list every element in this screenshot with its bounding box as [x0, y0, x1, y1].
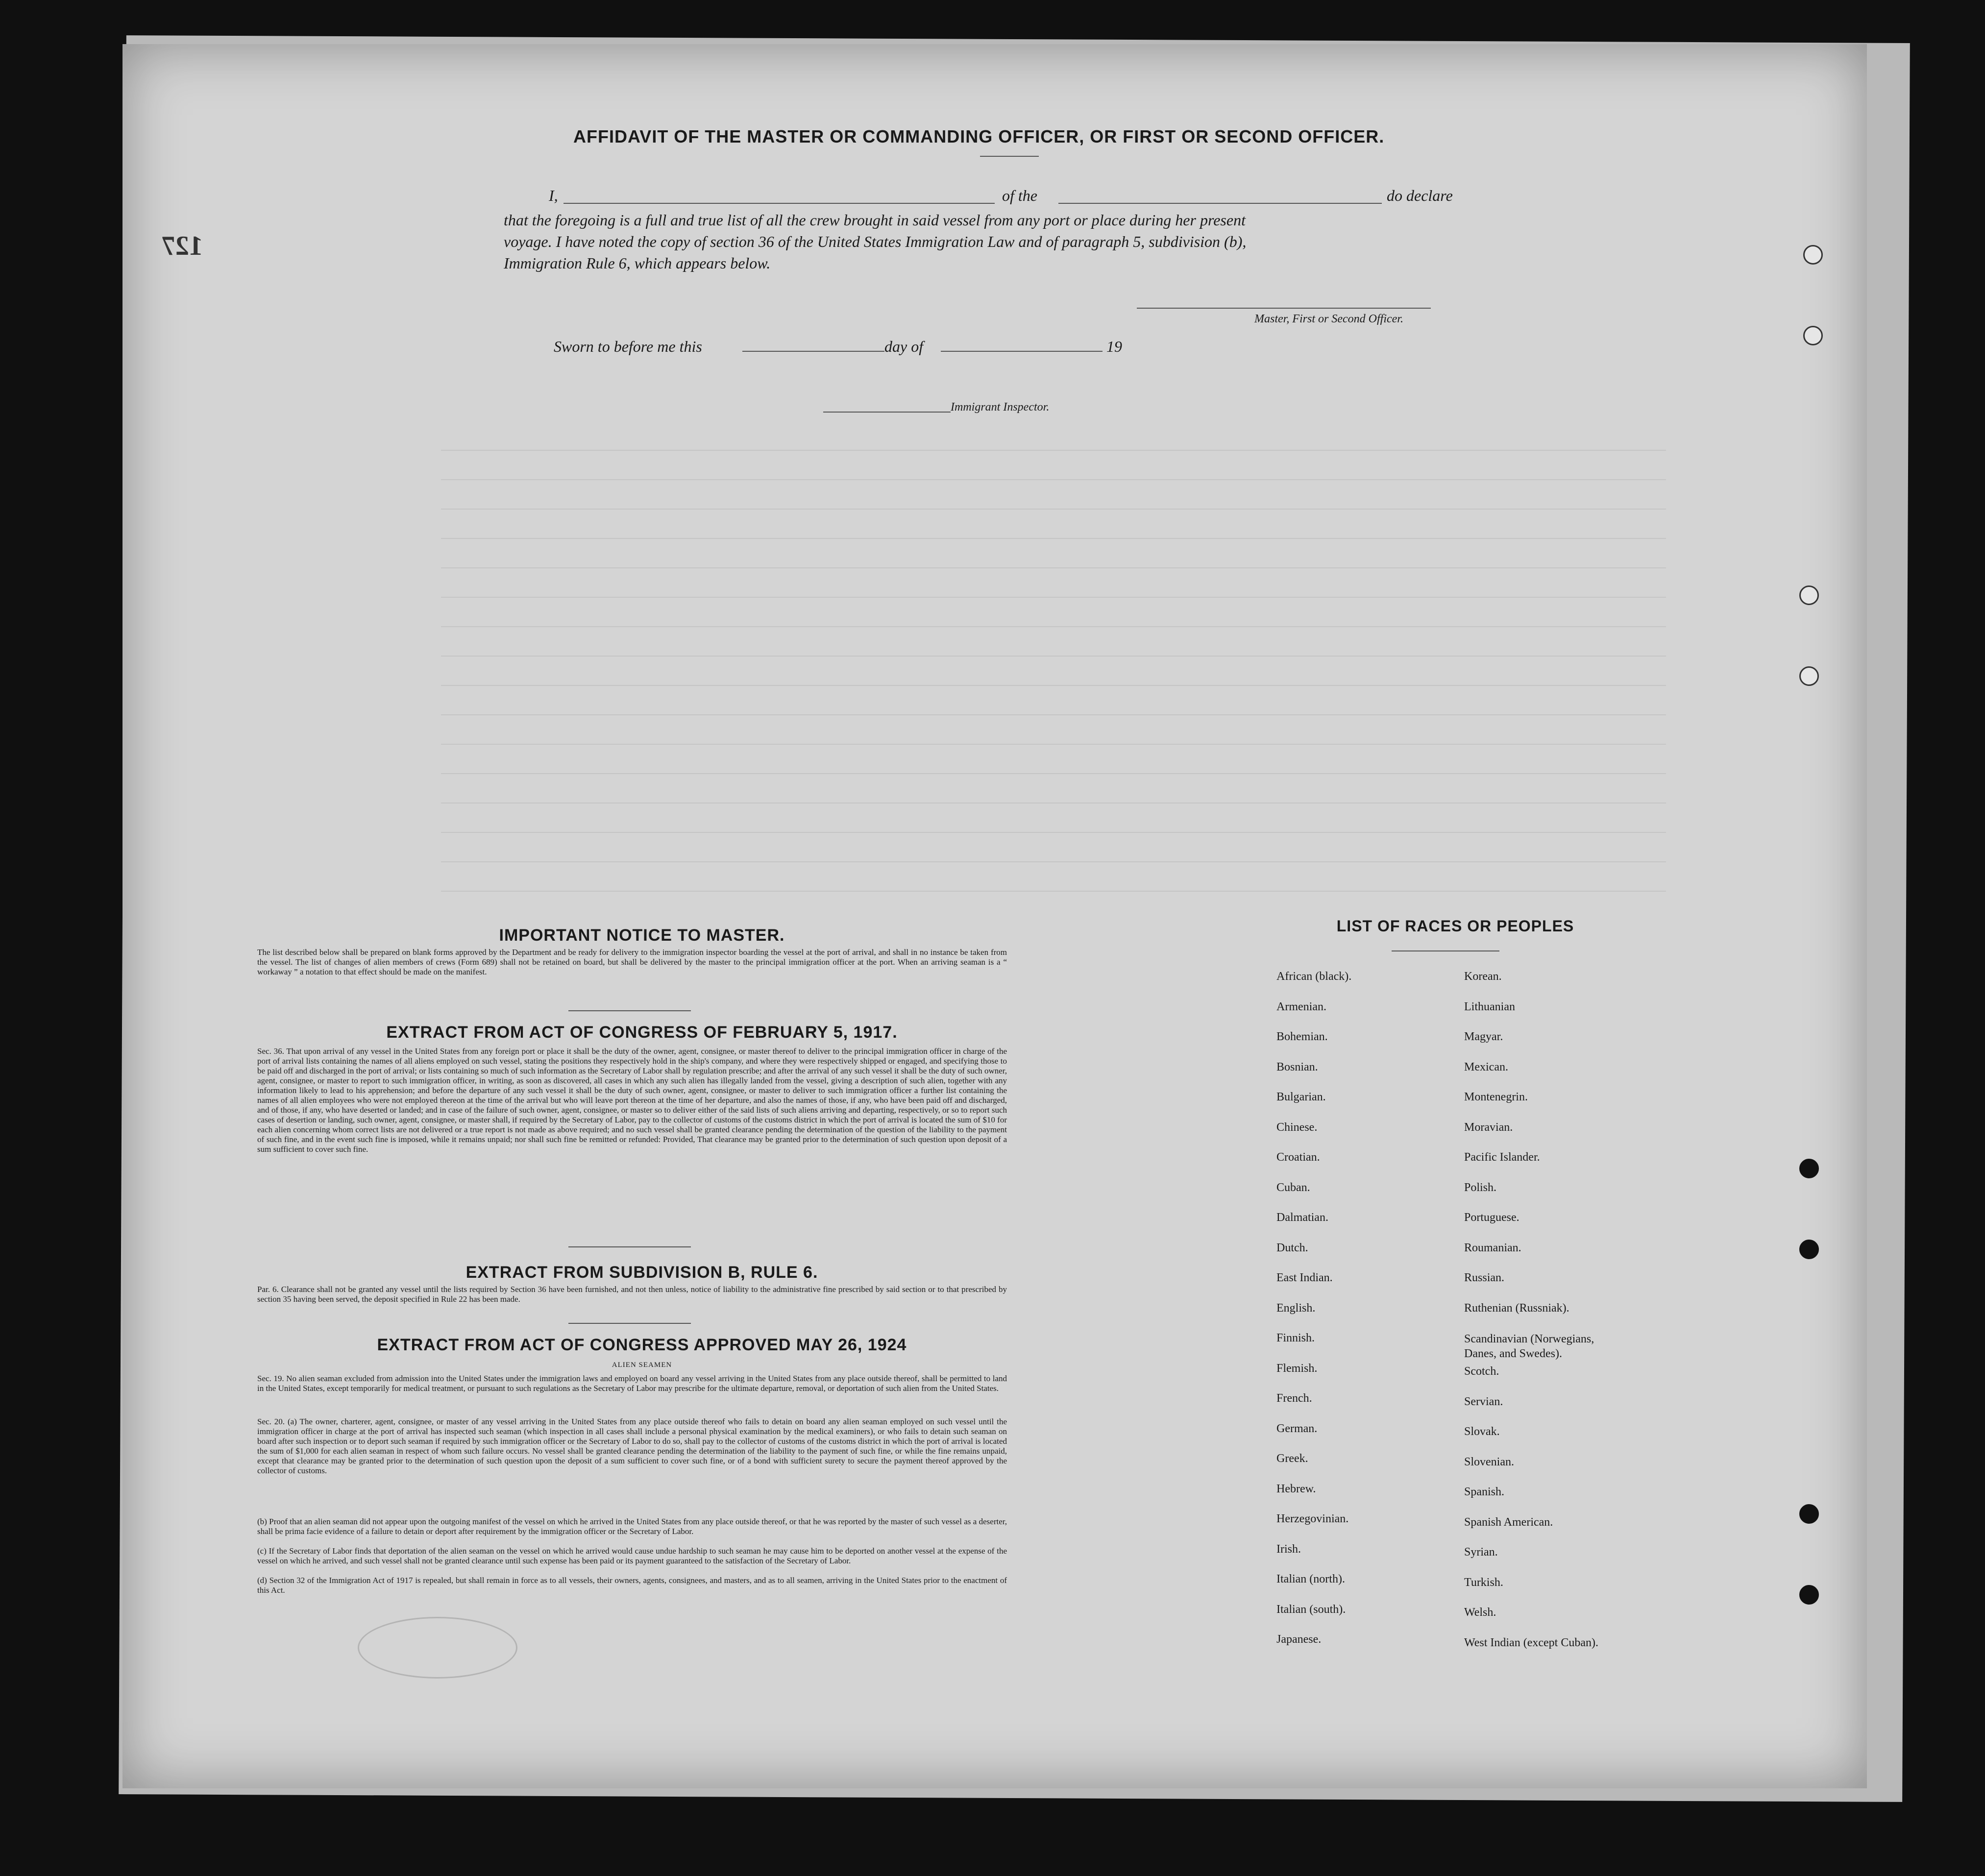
race-item: French. [1276, 1392, 1312, 1405]
race-item: Italian (north). [1276, 1573, 1345, 1585]
extract-1924-title: EXTRACT FROM ACT OF CONGRESS APPROVED MAY 26, 1924 [377, 1336, 907, 1354]
extract-1917-divider [568, 1246, 691, 1247]
race-item: Chinese. [1276, 1121, 1318, 1134]
race-item: Slovenian. [1464, 1455, 1514, 1468]
notice-body: The list described below shall be prepared on blank forms approved by the Department and be ready for delivery to the immigration inspector boarding the vessel at the port of arrival, and shall in no instance be taken from the vessel. The list of changes of alien members of crews (Form 689) shall not be retained on board, but shall be delivered by the master to the principal immigration officer at the port. When an arriving seaman is a “ workaway ” a notation to that effect should be made on the manifest. [257, 948, 1007, 976]
extract-1917-title: EXTRACT FROM ACT OF CONGRESS OF FEBRUARY 5, 1917. [386, 1023, 898, 1042]
races-divider [1392, 950, 1499, 951]
notice-divider [568, 1010, 691, 1011]
punch-hole-4 [1799, 666, 1819, 686]
race-item: English. [1276, 1301, 1316, 1315]
affidavit-do-declare: do declare [1387, 187, 1453, 204]
race-item: Magyar. [1464, 1030, 1503, 1043]
race-item: Pacific Islander. [1464, 1151, 1540, 1164]
sworn-label: Sworn to before me this [554, 338, 702, 355]
race-item: Bosnian. [1276, 1060, 1318, 1073]
race-item: Syrian. [1464, 1546, 1498, 1559]
extract-1924-sec20a: Sec. 20. (a) The owner, charterer, agent, consignee, or master of any vessel arriving in the United States from any place outside thereof who fails to detain on board any alien seaman employed on such vessel until the immigration officer in charge at the port of arrival has inspected such seaman (which inspection in all cases shall include a personal physical examination by the medical examiners), or who fails to detain such seaman on board after such inspection or to deport such seaman if required by such immigration officer or the Secretary of Labor to do so, shall pay to the collector of customs of the customs district in which the port of arrival is located the sum of $1,000 for each alien seaman in respect of whom such failure occurs. No vessel shall be granted clearance pending the determination of the liability to the payment of such fine, or while the fine remains unpaid, except that clearance may be granted prior to the determination of such question upon the deposit of a sum sufficient to cover such fine, or of a bond with sufficient surety to secure the payment thereof approved by the collector of customs. [257, 1417, 1007, 1475]
punch-hole-7 [1799, 1504, 1819, 1524]
race-item: Scotch. [1464, 1365, 1499, 1378]
year-label: 19 [1106, 338, 1122, 355]
affidavit-title: AFFIDAVIT OF THE MASTER OR COMMANDING OFFICER, OR FIRST OR SECOND OFFICER. [573, 126, 1385, 146]
extract-1924-subtitle: ALIEN SEAMEN [612, 1361, 672, 1369]
race-item: Dutch. [1276, 1241, 1308, 1254]
race-item: Croatian. [1276, 1151, 1320, 1164]
race-item: Russian. [1464, 1271, 1505, 1284]
race-item: Polish. [1464, 1181, 1497, 1194]
races-title: LIST OF RACES OR PEOPLES [1336, 917, 1574, 935]
race-item: Cuban. [1276, 1181, 1310, 1194]
master-signature-line [1137, 308, 1431, 309]
race-item: Slovak. [1464, 1425, 1500, 1438]
race-item: Servian. [1464, 1395, 1503, 1408]
race-item: Korean. [1464, 970, 1502, 983]
affidavit-i-label: I, [549, 187, 558, 204]
race-item: Hebrew. [1276, 1482, 1316, 1495]
race-item: Greek. [1276, 1452, 1308, 1465]
extract-1924-sec20c: (c) If the Secretary of Labor finds that deportation of the alien seaman on the vessel on which he arrived would cause undue hardship to such seaman he may cause him to be deported on another vessel at the expense of the vessel on which he arrived, and such vessel shall not be granted clearance until such expense has been paid or its payment guaranteed to the satisfaction of the Secretary of Labor. [257, 1546, 1007, 1565]
race-item: German. [1276, 1422, 1318, 1435]
sworn-month-blank [941, 351, 1103, 352]
race-item: Bohemian. [1276, 1030, 1328, 1043]
race-item: Irish. [1276, 1542, 1301, 1556]
faint-table-ghost [441, 421, 1666, 911]
punch-hole-8 [1799, 1585, 1819, 1605]
race-item: Spanish. [1464, 1486, 1505, 1498]
day-of-label: day of [884, 338, 924, 355]
extract-1917-body: Sec. 36. That upon arrival of any vessel in the United States from any foreign port or place it shall be the duty of the owner, agent, consignee, or master thereof to deliver to the principal immigration officer in charge of the port of arrival lists containing the names of all aliens employed on such vessel, stating the positions they respectively hold in the ship's company, and where they were respectively shipped or engaged, and specifying those to be paid off and discharged in the port of arrival; or lists containing so much of such information as the Secretary of Labor shall by regulation prescribe; and after the arrival of any such vessel it shall be the duty of such owner, agent, consignee, or master to report to such immigration officer, in writing, as soon as discovered, all cases in which any such alien has illegally landed from the vessel, giving a description of such alien, together with any information likely to lead to his apprehension; and before the departure of any such vessel it shall be the duty of such owner, agent, consignee, or master to deliver to such immigration officer a further list containing the names of all alien employees who were not employed thereon at the time of the arrival but who will leave port thereon at the time of her departure, and also the names of those, if any, who have been paid off and discharged, and of those, if any, who have deserted or landed; and in case of the failure of such owner, agent, consignee, or master so to deliver either of the said lists of such aliens arriving and departing, respectively, or so to report such cases of desertion or landing, such owner, agent, consignee, or master shall, if required by the Secretary of Labor, pay to the collector of customs of the customs district in which the port of arrival is located the sum of $10 for each alien concerning whom correct lists are not delivered or a true report is not made as above required; and no such vessel shall be granted clearance pending the determination of the question of the liability to the payment of such fine, and in the event such fine is imposed, while it remains unpaid; nor shall such fine be remitted or refunded: Provided, That clearance may be granted prior to the determination of such question upon deposit of a sum sufficient to cover such fine. [257, 1047, 1007, 1154]
master-label: Master, First or Second Officer. [1254, 313, 1403, 325]
races-column-2 [1464, 970, 1709, 1666]
race-item: Herzegovinian. [1276, 1512, 1349, 1525]
race-item: Turkish. [1464, 1576, 1503, 1589]
race-item: African (black). [1276, 970, 1352, 983]
extract-b-title: EXTRACT FROM SUBDIVISION B, RULE 6. [466, 1263, 818, 1282]
race-item: Scandinavian (Norwegians, Danes, and Swedes). [1464, 1333, 1594, 1360]
extract-1924-sec20d: (d) Section 32 of the Immigration Act of 1917 is repealed, but shall remain in force as to all vessels, their owners, agents, consignees, and masters, and as to all seamen, arriving in the United States prior to the enactment of this Act. [257, 1576, 1007, 1595]
inspector-label: Immigrant Inspector. [951, 401, 1050, 414]
extract-1924-sec19: Sec. 19. No alien seaman excluded from admission into the United States under the immigration laws and employed on board any vessel arriving in the United States from any place outside thereof, shall be permitted to land in the United States, except temporarily for medical treatment, or pursuant to such regulations as the Secretary of Labor may prescribe for the ultimate departure, removal, or deportation of such alien from the United States. [257, 1374, 1007, 1393]
race-item: Welsh. [1464, 1606, 1496, 1619]
punch-hole-5 [1799, 1159, 1819, 1178]
race-item: West Indian (except Cuban). [1464, 1636, 1598, 1649]
race-item: Lithuanian [1464, 1000, 1515, 1013]
extract-b-body: Par. 6. Clearance shall not be granted any vessel until the lists required by Section 36 have been furnished, and not then unless, notice of liability to the administrative fine prescribed by said section or to that prescribed by section 35 having been served, the deposit specified in Rule 22 has been made. [257, 1285, 1007, 1304]
bleed-through-text [382, 127, 390, 161]
race-item: Flemish. [1276, 1362, 1318, 1375]
race-item: Finnish. [1276, 1332, 1315, 1344]
punch-hole-3 [1799, 585, 1819, 605]
race-item: East Indian. [1276, 1271, 1333, 1284]
vessel-blank [1058, 203, 1382, 204]
race-item: Armenian. [1276, 1000, 1326, 1013]
punch-hole-1 [1803, 245, 1823, 265]
race-item: Spanish American. [1464, 1515, 1553, 1529]
punch-hole-6 [1799, 1240, 1819, 1259]
race-item: Moravian. [1464, 1121, 1513, 1134]
race-item: Italian (south). [1276, 1603, 1346, 1616]
race-item: Mexican. [1464, 1060, 1508, 1073]
races-column-1 [1276, 970, 1463, 1666]
faint-stamp [358, 1617, 517, 1679]
affidavit-of-the: of the [1002, 187, 1037, 204]
page-number: 127 [162, 231, 203, 261]
affidavit-title-underline [980, 156, 1039, 157]
affidavit-line3: Immigration Rule 6, which appears below. [504, 254, 771, 272]
extract-b-divider [568, 1323, 691, 1324]
race-item: Roumanian. [1464, 1241, 1521, 1254]
affidavit-line1: that the foregoing is a full and true list of all the crew brought in said vessel from any port or place during her present [504, 211, 1246, 229]
punch-hole-2 [1803, 326, 1823, 345]
race-item: Bulgarian. [1276, 1091, 1326, 1103]
notice-title: IMPORTANT NOTICE TO MASTER. [499, 926, 785, 945]
extract-1924-sec20b: (b) Proof that an alien seaman did not appear upon the outgoing manifest of the vessel on which he arrived in the United States from any place outside thereof, or that he was reported by the master of such vessel as a deserter, shall be prima facie evidence of a failure to detain or deport after requirement by the immigration officer or the Secretary of Labor. [257, 1517, 1007, 1536]
race-item: Montenegrin. [1464, 1091, 1528, 1103]
race-item: Japanese. [1276, 1633, 1322, 1646]
race-item: Ruthenian (Russniak). [1464, 1301, 1569, 1315]
name-blank [564, 203, 995, 204]
race-item: Portuguese. [1464, 1211, 1519, 1224]
affidavit-line2: voyage. I have noted the copy of section 36 of the United States Immigration Law and of paragraph 5, subdivision (b), [504, 233, 1247, 250]
inspector-signature-line [823, 412, 951, 413]
race-item: Dalmatian. [1276, 1211, 1328, 1224]
sworn-day-blank [742, 351, 884, 352]
